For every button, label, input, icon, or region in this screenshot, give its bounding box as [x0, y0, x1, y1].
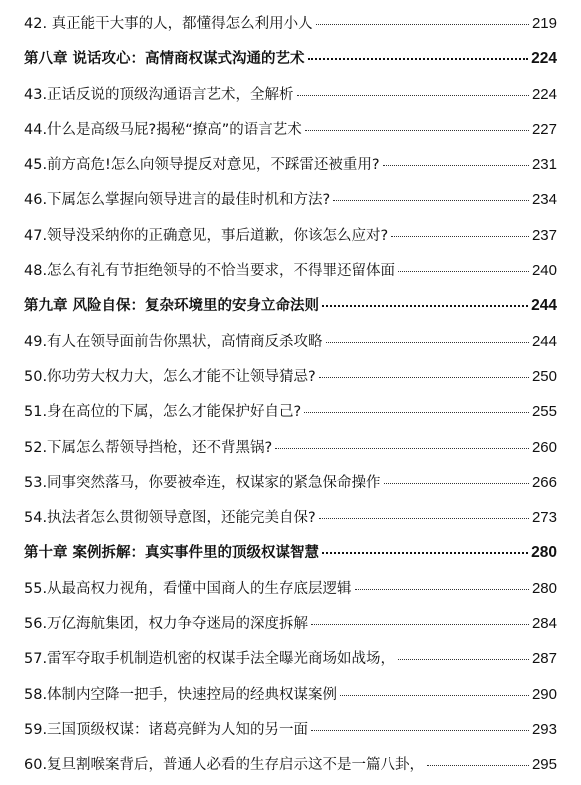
- toc-entry-title: 43.正话反说的顶级沟通语言艺术，全解析: [24, 86, 294, 103]
- toc-entry-title: 45.前方高危!怎么向领导提反对意见，不踩雷还被重用?: [24, 157, 380, 174]
- toc-entry-title: 58.体制内空降一把手，快速控局的经典权谋案例: [24, 686, 338, 703]
- dot-leader: [319, 517, 529, 519]
- toc-entry-title: 57.雷军夺取手机制造机密的权谋手法全曝光商场如战场，: [24, 651, 396, 668]
- toc-entry-title: 48.怎么有礼有节拒绝领导的不恰当要求，不得罪还留体面: [24, 263, 396, 280]
- dot-leader: [326, 341, 529, 343]
- toc-page-number: 244: [531, 297, 557, 315]
- toc-page-number: 287: [531, 650, 557, 668]
- dot-leader: [304, 411, 529, 413]
- toc-page-number: 280: [531, 579, 557, 597]
- toc-entry[interactable]: [24, 324, 557, 359]
- toc-page-number: 290: [531, 685, 557, 703]
- dot-leader: [340, 694, 529, 696]
- toc-entry-title: 50.你功劳大权力大，怎么才能不让领导猜忌?: [24, 368, 316, 385]
- toc-page-number: 255: [531, 403, 557, 421]
- toc-page-number: 266: [531, 473, 557, 491]
- toc-chapter-heading[interactable]: [24, 41, 557, 76]
- toc-chapter-heading[interactable]: [24, 288, 557, 323]
- toc-entry[interactable]: [24, 359, 557, 394]
- dot-leader: [355, 588, 529, 590]
- toc-entry-title: 51.身在高位的下属，怎么才能保护好自己?: [24, 404, 302, 421]
- dot-leader: [398, 270, 529, 272]
- table-of-contents: [24, 6, 557, 783]
- toc-entry-title: 52.下属怎么帮领导挡枪，还不背黑锅?: [24, 439, 273, 456]
- toc-page-number: 234: [531, 191, 557, 209]
- toc-entry[interactable]: [24, 77, 557, 112]
- dot-leader: [311, 729, 529, 731]
- dot-leader: [333, 199, 529, 201]
- toc-entry-title: 42. 真正能干大事的人，都懂得怎么利用小人: [24, 16, 313, 32]
- toc-entry[interactable]: [24, 465, 557, 500]
- toc-entry-title: 第八章 说话攻心：高情商权谋式沟通的艺术: [24, 51, 305, 68]
- toc-entry[interactable]: [24, 112, 557, 147]
- toc-entry[interactable]: [24, 182, 557, 217]
- toc-page-number: 260: [531, 438, 557, 456]
- toc-page-number: 219: [531, 15, 557, 32]
- dot-leader: [297, 94, 529, 96]
- toc-page-number: 244: [531, 332, 557, 350]
- toc-entry[interactable]: [24, 712, 557, 747]
- dot-leader: [319, 376, 529, 378]
- dot-leader: [427, 764, 529, 766]
- toc-entry-title: 第十章 案例拆解：真实事件里的顶级权谋智慧: [24, 545, 320, 562]
- toc-page-number: 250: [531, 367, 557, 385]
- dot-leader: [311, 623, 529, 625]
- toc-entry[interactable]: [24, 571, 557, 606]
- toc-chapter-heading[interactable]: [24, 535, 557, 570]
- toc-page-number: 273: [531, 509, 557, 527]
- toc-entry[interactable]: [24, 677, 557, 712]
- toc-entry-title: 第九章 风险自保：复杂环境里的安身立命法则: [24, 298, 320, 315]
- toc-page-number: 240: [531, 262, 557, 280]
- toc-page-number: 231: [531, 156, 557, 174]
- dot-leader: [305, 129, 529, 131]
- toc-page-number: 295: [531, 756, 557, 774]
- toc-page-number: 224: [531, 85, 557, 103]
- dot-leader: [391, 235, 529, 237]
- toc-entry[interactable]: [24, 641, 557, 676]
- dot-leader: [316, 23, 529, 25]
- toc-page-number: 227: [531, 120, 557, 138]
- toc-entry[interactable]: [24, 500, 557, 535]
- toc-entry[interactable]: [24, 606, 557, 641]
- toc-entry[interactable]: [24, 747, 557, 782]
- toc-entry-title: 44.什么是高级马屁?揭秘“撩高”的语言艺术: [24, 121, 302, 138]
- toc-entry-title: 47.领导没采纳你的正确意见，事后道歉，你该怎么应对?: [24, 227, 389, 244]
- dot-leader: [322, 551, 528, 554]
- toc-page-number: 280: [531, 544, 557, 562]
- toc-entry-title: 59.三国顶级权谋：诸葛亮鲜为人知的另一面: [24, 721, 309, 738]
- dot-leader: [275, 447, 529, 449]
- toc-entry-title: 60.复旦割喉案背后，普通人必看的生存启示这不是一篇八卦，: [24, 757, 425, 774]
- dot-leader: [398, 658, 529, 660]
- toc-entry-title: 46.下属怎么掌握向领导进言的最佳时机和方法?: [24, 192, 331, 209]
- toc-entry[interactable]: [24, 6, 557, 41]
- toc-entry[interactable]: [24, 147, 557, 182]
- toc-page-number: 237: [531, 226, 557, 244]
- toc-page-number: 284: [531, 615, 557, 633]
- toc-entry-title: 53.同事突然落马，你要被牵连，权谋家的紧急保命操作: [24, 474, 381, 491]
- dot-leader: [384, 482, 529, 484]
- dot-leader: [308, 57, 529, 60]
- toc-entry-title: 55.从最高权力视角，看懂中国商人的生存底层逻辑: [24, 580, 352, 597]
- toc-entry[interactable]: [24, 253, 557, 288]
- toc-entry-title: 54.执法者怎么贯彻领导意图，还能完美自保?: [24, 510, 316, 527]
- toc-page-number: 224: [531, 50, 557, 68]
- toc-entry-title: 56.万亿海航集团，权力争夺迷局的深度拆解: [24, 616, 309, 633]
- toc-page-number: 293: [531, 720, 557, 738]
- dot-leader: [383, 164, 529, 166]
- toc-entry[interactable]: [24, 218, 557, 253]
- toc-entry-title: 49.有人在领导面前告你黑状，高情商反杀攻略: [24, 333, 323, 350]
- dot-leader: [322, 304, 528, 307]
- toc-entry[interactable]: [24, 430, 557, 465]
- toc-entry[interactable]: [24, 394, 557, 429]
